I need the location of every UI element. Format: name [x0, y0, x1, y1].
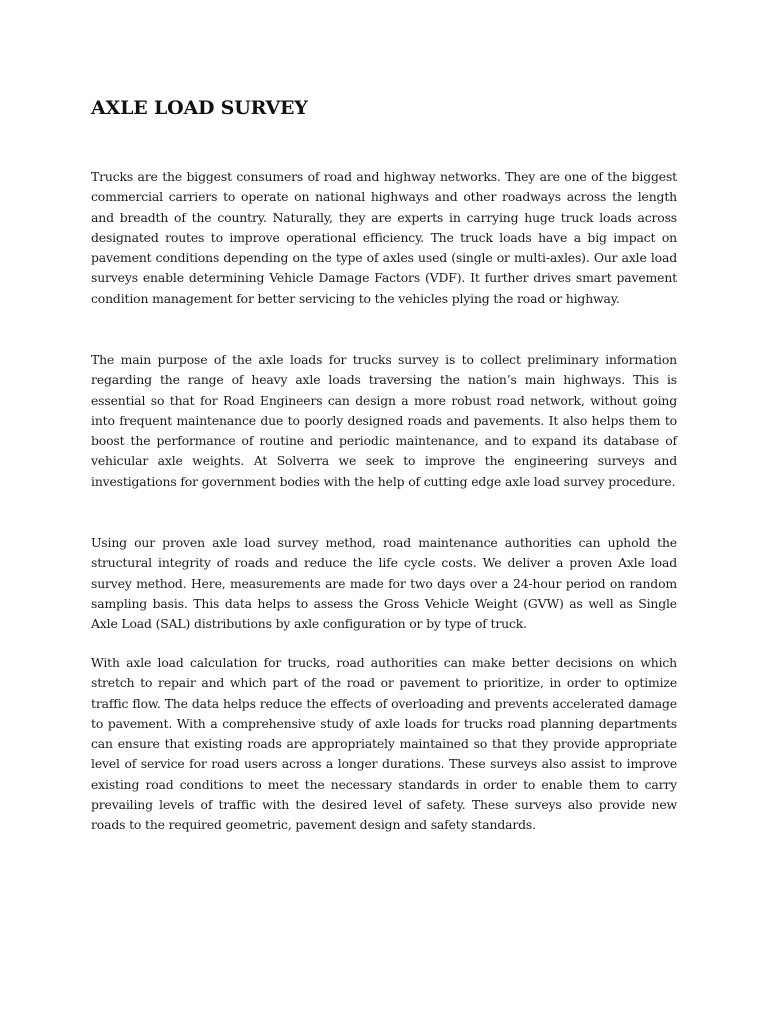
body-paragraph-4: With axle load calculation for trucks, road authorities can make better decisions on which stretch to repair and which part of the road or pavement to prioritize, in order to optimize traffic flow. The data helps reduce the effects of overloading and prevents accelerated damage to pavement. With a comprehensive study of axle loads for trucks road planning departments can ensure that existing roads are appropriately maintained so that they provide appropriate level of service for road users across a longer durations. These surveys also assist to improve existing road conditions to meet the necessary standards in order to enable them to carry prevailing levels of traffic with the desired level of safety. These surveys also provide new roads to the required geometric, pavement design and safety standards.: [91, 655, 677, 833]
body-paragraph-1: Trucks are the biggest consumers of road and highway networks. They are one of the biggest commercial carriers to operate on national highways and other roadways across the length and breadth of the country. Naturally, they are experts in carrying huge truck loads across designated routes to improve operational efficiency. The truck loads have a big impact on pavement conditions depending on the type of axles used (single or multi-axles). Our axle load surveys enable determining Vehicle Damage Factors (VDF). It further drives smart pavement condition management for better servicing to the vehicles plying the road or highway.: [91, 169, 677, 306]
body-paragraph-3: Using our proven axle load survey method, road maintenance authorities can uphold the structural integrity of roads and reduce the life cycle costs. We deliver a proven Axle load survey method. Here, measurements are made for two days over a 24-hour period on random sampling basis. This data helps to assess the Gross Vehicle Weight (GVW) as well as Single Axle Load (SAL) distributions by axle configuration or by type of truck.: [91, 535, 677, 632]
body-paragraph-2: The main purpose of the axle loads for trucks survey is to collect preliminary information regarding the range of heavy axle loads traversing the nation’s main highways. This is essential so that for Road Engineers can design a more robust road network, without going into frequent maintenance due to poorly designed roads and pavements. It also helps them to boost the performance of routine and periodic maintenance, and to expand its database of vehicular axle weights. At Solverra we seek to improve the engineering surveys and investigations for government bodies with the help of cutting edge axle load survey procedure.: [91, 352, 677, 489]
document-title: AXLE LOAD SURVEY: [91, 97, 308, 119]
